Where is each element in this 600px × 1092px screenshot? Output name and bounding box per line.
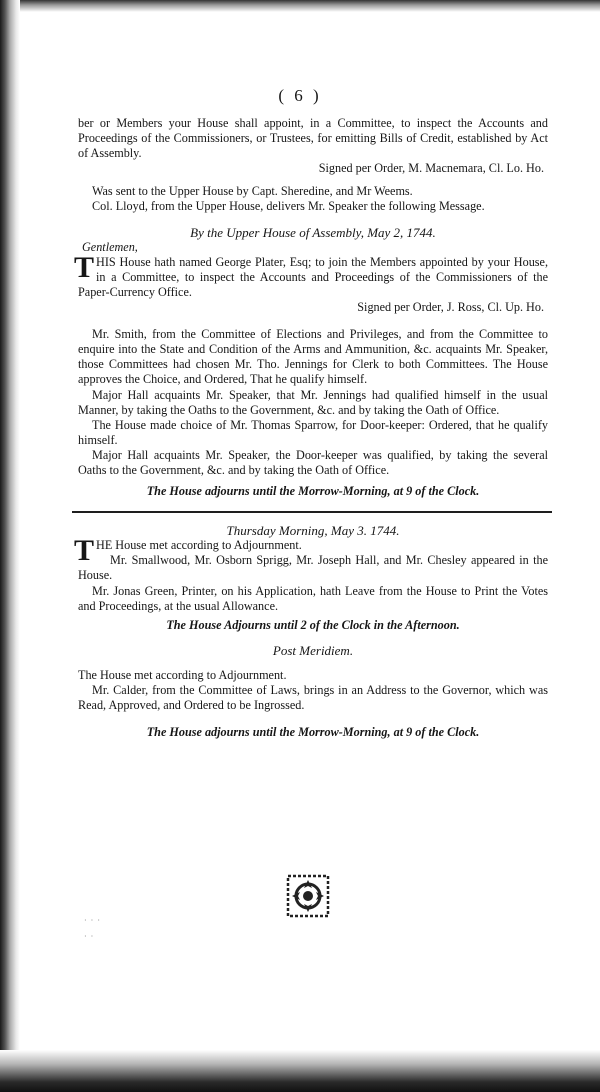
message-text: HIS House hath named George Plater, Esq; to join the Members appointed by your House, in a Committee, to inspect the Accounts and Proceedings of the Commissioners of the Paper-Currency Office. [78, 254, 548, 299]
adjournment-line: The House adjourns until the Morrow-Morning, at 9 of the Clock. [146, 484, 480, 499]
paragraph-committees-clerk: Mr. Smith, from the Committee of Elections and Privileges, and from the Committee to enquire into the State and Condition of the Arms and Ammunition, &c. acquaints Mr. Speaker, those Committees had chosen Mr. Tho. Jennings for Clerk to both Committees. The House approves the Choice, and Ordered, That he qualify himself. [78, 327, 548, 387]
thursday-text: HE House met according to Adjournment. [96, 538, 302, 553]
printers-ornament-icon [286, 874, 330, 918]
signature-upper-house: Signed per Order, J. Ross, Cl. Up. Ho. [357, 300, 544, 315]
heading-thursday: Thursday Morning, May 3. 1744. [226, 523, 400, 539]
paragraph-continuation: ber or Members your House shall appoint, in a Committee, to inspect the Accounts and Proceedings of the Commissioners, or Trustees, for emitting Bills of Credit, established by Act of Assembly. [78, 116, 548, 161]
paragraph-jennings-qualified: Major Hall acquaints Mr. Speaker, that Mr. Jennings had qualified himself in the usual Manner, by taking the Oaths to the Government, &c. and by taking the Oath of Office. [78, 387, 548, 417]
heading-upper-house: By the Upper House of Assembly, May 2, 1744. [190, 224, 436, 240]
paragraph-met-adjournment: The House met according to Adjournment. [78, 667, 287, 682]
paragraph-message-delivery: Col. Lloyd, from the Upper House, delivers Mr. Speaker the following Message. [92, 199, 485, 214]
message-paragraph [74, 250, 548, 300]
page-number: ( 6 ) [278, 86, 322, 105]
paragraph-door-keeper-qualified: Major Hall acquaints Mr. Speaker, the Door-keeper was qualified, by taking the several Oaths to the Government, &c. and by taking the Oath of Office. [78, 447, 548, 477]
page-bottom-edge-shadow [0, 1050, 600, 1092]
paragraph-address-governor: Mr. Calder, from the Committee of Laws, brings in an Address to the Governor, which was Read, Approved, and Ordered to be Ingrossed. [78, 683, 548, 713]
heading-post-meridiem: Post Meridiem. [272, 642, 354, 658]
drop-cap: T [74, 534, 95, 568]
salutation: Gentlemen, [82, 239, 138, 254]
margin-mark: · · · [84, 916, 101, 925]
drop-cap: T [74, 250, 95, 284]
adjournment-line: The House Adjourns until 2 of the Clock in the Afternoon. [166, 617, 460, 632]
signature-lower-house: Signed per Order, M. Macnemara, Cl. Lo. Ho. [318, 161, 544, 176]
ornament-graphic [286, 874, 330, 918]
paragraph-sent-upper-house: Was sent to the Upper House by Capt. Sheredine, and Mr Weems. [92, 184, 413, 199]
page-top-edge-shadow [0, 0, 600, 12]
adjournment-line: The House adjourns until the Morrow-Morning, at 9 of the Clock. [146, 725, 480, 740]
paragraph-door-keeper: The House made choice of Mr. Thomas Sparrow, for Door-keeper: Ordered, that he qualify himself. [78, 417, 548, 447]
page-binding-edge [0, 0, 20, 1092]
paragraph-printer-leave: Mr. Jonas Green, Printer, on his Application, hath Leave from the House to Print the Votes and Proceedings, at the usual Allowance. [78, 583, 548, 613]
document-body [74, 116, 548, 740]
paragraph-members-appeared: Mr. Smallwood, Mr. Osborn Sprigg, Mr. Joseph Hall, and Mr. Chesley appeared in the House. [78, 553, 548, 583]
margin-mark: · · [84, 932, 95, 941]
section-divider [72, 511, 552, 513]
